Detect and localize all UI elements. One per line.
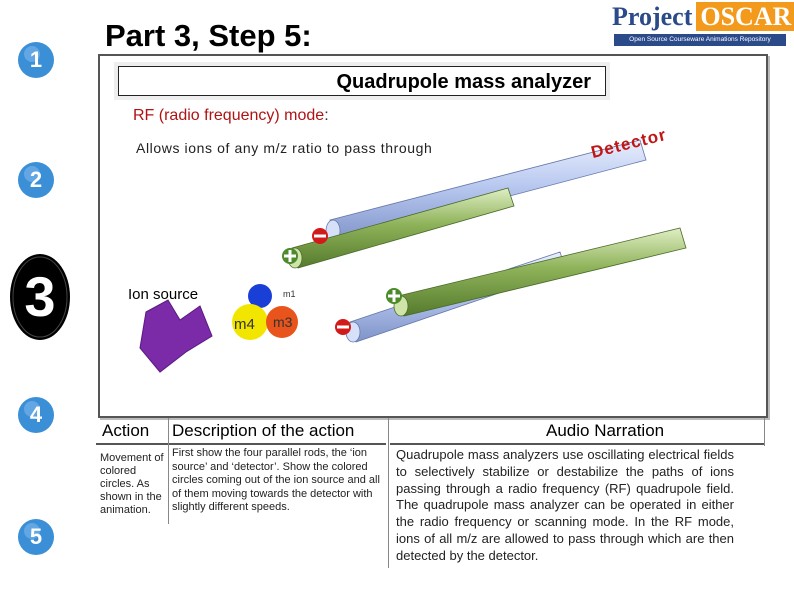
step-1-number: 1	[29, 47, 43, 72]
detector-label: Detector	[589, 124, 669, 163]
ion-source-shape	[140, 300, 212, 372]
rod-top-green	[288, 188, 514, 268]
description-header: Description of the action	[172, 421, 355, 440]
plus-sign-icon	[386, 288, 402, 304]
ion-m1-label: m1	[283, 289, 296, 299]
audio-header: Audio Narration	[546, 421, 665, 440]
minus-sign-icon	[312, 228, 328, 244]
table-header-divider	[96, 443, 386, 445]
rf-mode-label: RF (radio frequency) mode	[133, 107, 325, 124]
ion-source-label: Ion source	[128, 286, 199, 303]
action-header: Action	[102, 421, 150, 440]
audio-narration-cell: Quadrupole mass analyzers use oscillating electrical fields to selectively stabilize or destabilize the paths of ions passing through a radio frequency (RF) quadrupole field. The quadrupole mass analyzer can be operated in either the radio frequency or scanning mode. In the RF mode, ions of all m/z are allowed to pass through which are then detected by the detector.	[396, 447, 734, 563]
animation-banner: Quadrupole mass analyzer	[118, 66, 606, 96]
action-cell: Movement of colored circles. As shown in the animation.	[100, 452, 164, 516]
step-2-number: 2	[29, 167, 43, 192]
plus-sign-icon	[282, 248, 298, 264]
rf-mode-description: Allows ions of any m/z ratio to pass through	[136, 140, 433, 156]
logo-tagline: Open Source Courseware Animations Repository	[614, 34, 786, 46]
step-4-number: 4	[29, 402, 43, 427]
rf-mode-colon: :	[324, 107, 329, 124]
minus-sign-icon	[335, 319, 351, 335]
rod-bottom-green	[394, 228, 686, 316]
logo-oscar-text: OSCAR	[696, 2, 794, 31]
table-header-divider	[390, 443, 764, 445]
step-5-number: 5	[29, 524, 43, 549]
description-cell: First show the four parallel rods, the ‘ion source’ and ‘detector’. Show the colored circles coming out of the ion source and all of them moving towards the detector with slightly different speeds.	[172, 447, 380, 513]
page-title: Part 3, Step 5:	[105, 18, 312, 53]
logo-project-text: Project	[612, 2, 693, 31]
column-divider	[388, 418, 389, 568]
step-3-number: 3	[24, 265, 56, 328]
column-divider	[764, 418, 765, 446]
ion-m4-label: m4	[234, 316, 255, 333]
ion-m3-label: m3	[273, 314, 293, 330]
